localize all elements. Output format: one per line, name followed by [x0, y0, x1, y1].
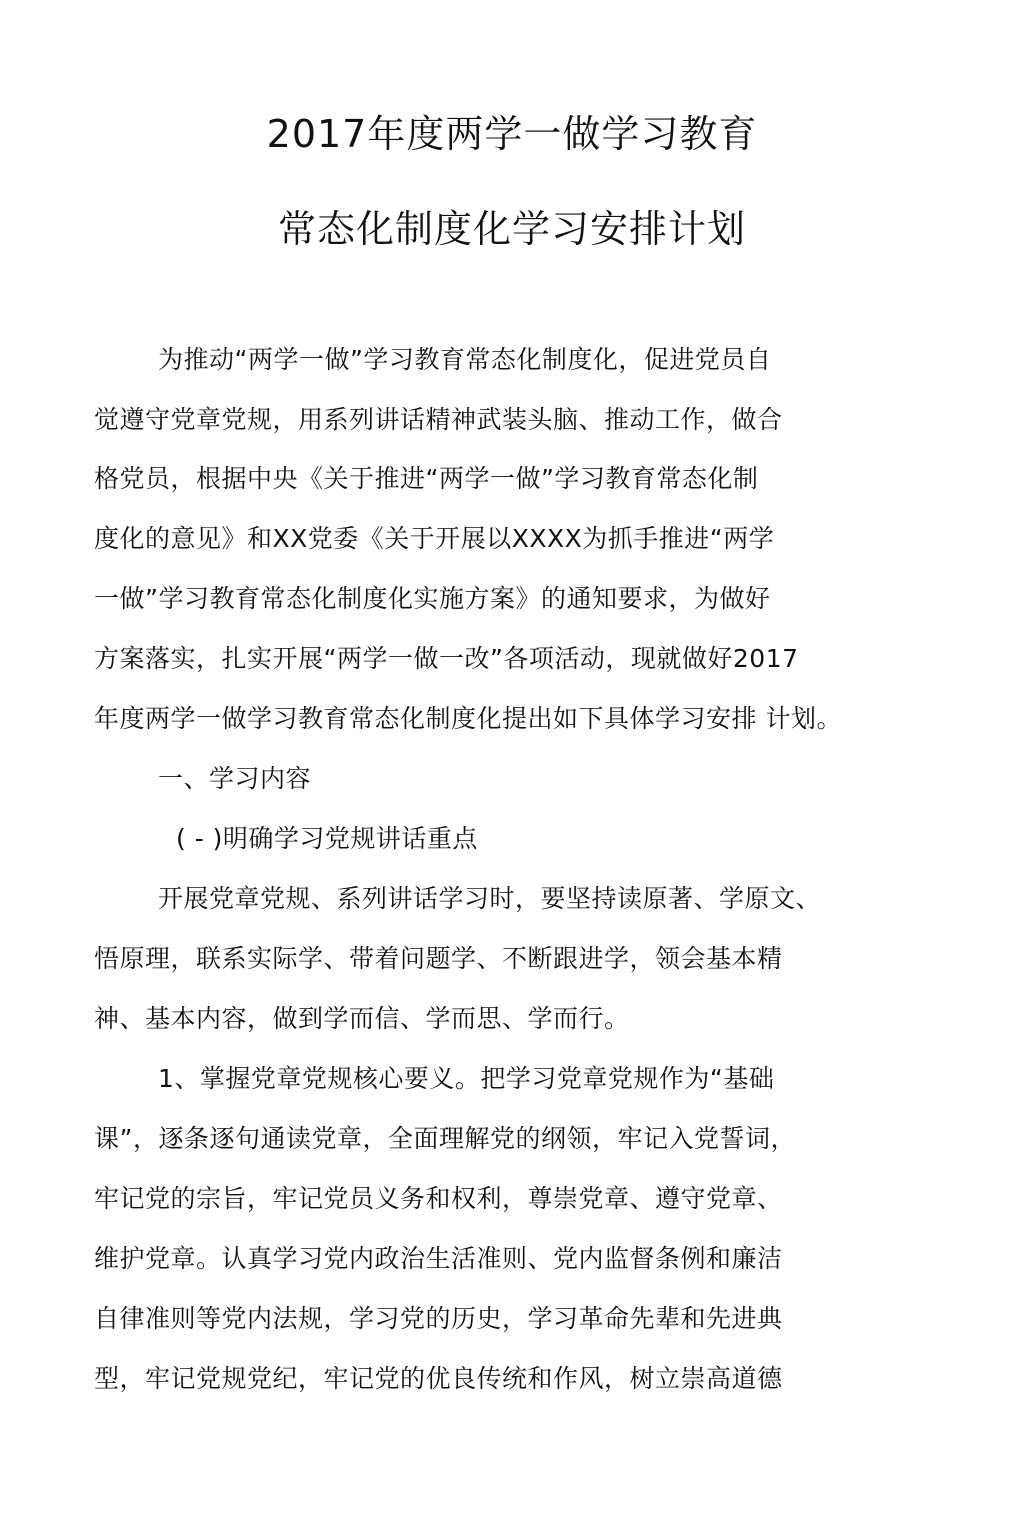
- paragraph-line: 1、掌握党章党规核心要义。把学习党章党规作为“基础: [158, 1064, 775, 1093]
- paragraph-line: 度化的意见》和XX党委《关于开展以XXXX为抓手推进“两学: [94, 524, 775, 553]
- paragraph-line: 维护党章。认真学习党内政治生活准则、党内监督条例和廉洁: [94, 1244, 783, 1273]
- paragraph-line: 年度两学一做学习教育常态化制度化提出如下具体学习安排 计划。: [94, 704, 842, 733]
- paragraph-line: 方案落实，扎实开展“两学一做一改”各项活动，现就做好2017: [94, 644, 799, 673]
- subsection-heading: ( - )明确学习党规讲话重点: [176, 824, 478, 853]
- paragraph-line: 一做”学习教育常态化制度化实施方案》的通知要求，为做好: [94, 584, 771, 613]
- document-title-line-1: 2017年度两学一做学习教育: [266, 112, 758, 156]
- paragraph-line: 觉遵守党章党规，用系列讲话精神武装头脑、推动工作，做合: [94, 405, 783, 434]
- paragraph-line: 自律准则等党内法规，学习党的历史，学习革命先辈和先进典: [94, 1304, 783, 1333]
- section-heading: 一、学习内容: [158, 764, 312, 793]
- paragraph-line: 牢记党的宗旨，牢记党员义务和权利，尊崇党章、遵守党章、: [94, 1184, 783, 1213]
- paragraph-line: 格党员，根据中央《关于推进“两学一做”学习教育常态化制: [94, 464, 759, 493]
- paragraph-line: 课”，逐条逐句通读党章，全面理解党的纲领，牢记入党誓词，: [94, 1124, 796, 1153]
- paragraph-line: 型，牢记党规党纪，牢记党的优良传统和作风，树立崇高道德: [94, 1364, 783, 1393]
- paragraph-line: 开展党章党规、系列讲话学习时，要坚持读原著、学原文、: [158, 884, 822, 913]
- document-title-line-2: 常态化制度化学习安排计划: [277, 207, 746, 251]
- paragraph-line: 为推动“两学一做”学习教育常态化制度化，促进党员自: [158, 345, 772, 374]
- paragraph-line: 悟原理，联系实际学、带着问题学、不断跟进学，领会基本精: [94, 944, 783, 973]
- paragraph-line: 神、基本内容，做到学而信、学而思、学而行。: [94, 1004, 630, 1033]
